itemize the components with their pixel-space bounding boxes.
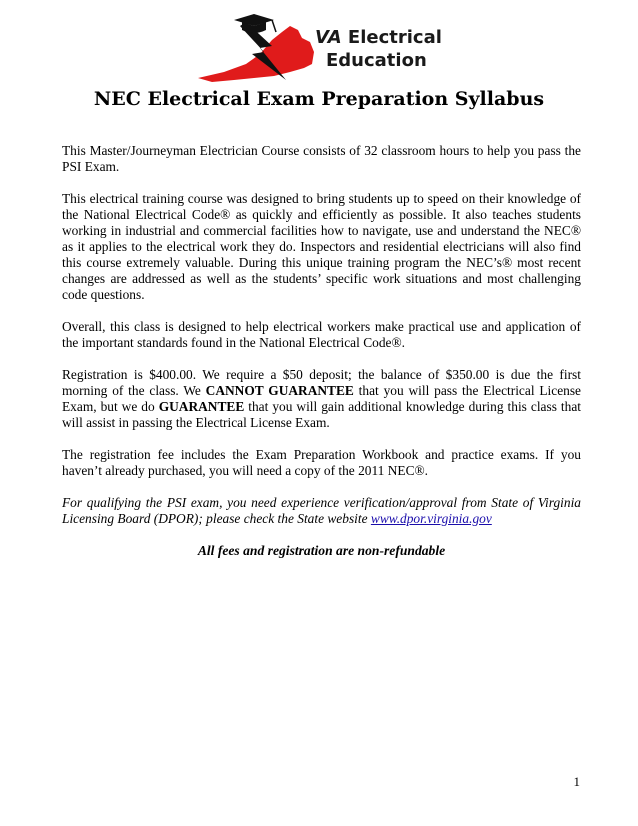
- syllabus-body: [62, 143, 581, 575]
- logo-line-1: [315, 26, 442, 49]
- paragraph-qualifying: [62, 495, 581, 527]
- va-electrical-education-logo: [194, 12, 444, 92]
- paragraph-overall: Overall, this class is designed to help electrical workers make practical use and application of the important standards found in the National Electrical Code®.: [62, 319, 581, 350]
- guarantee-text: GUARANTEE: [158, 399, 245, 414]
- qualifying-text: For qualifying the PSI exam, you need experience verification/approval from State of Virginia Licensing Board (DPOR); please check the State website: [62, 495, 581, 526]
- logo-va: VA: [315, 27, 342, 48]
- paragraph-fees: The registration fee includes the Exam Preparation Workbook and practice exams. If you haven’t already purchased, you will need a copy of the 2011 NEC®.: [62, 447, 581, 478]
- paragraph-intro: This Master/Journeyman Electrician Course consists of 32 classroom hours to help you pass the PSI Exam.: [62, 143, 581, 174]
- dpor-link[interactable]: www.dpor.virginia.gov: [370, 511, 492, 526]
- page-number: 1: [573, 774, 580, 789]
- registration-text-1: Registration is $400.00. We require a $50 deposit; the balance of $350.00 is due the first morning of the class. We: [62, 367, 581, 398]
- virginia-map-icon: [194, 12, 324, 92]
- paragraph-course-description: This electrical training course was designed to bring students up to speed on their knowledge of the National Electrical Code® as quickly and efficiently as possible. It also teaches students working in industrial and commercial facilities how to navigate, use and understand the NEC® as it applies to the electrical work they do. Inspectors and residential electricians will also find this course extremely valuable. During this unique training program the NEC’s® most recent changes are addressed as well as the students’ specific work situations and most challenging code questions.: [62, 191, 581, 302]
- registration-text-3: that you will gain additional knowledge during this class that will assist in passing the Electrical License Exam.: [62, 399, 581, 430]
- non-refundable-notice: All fees and registration are non-refundable: [197, 543, 446, 558]
- page-title: NEC Electrical Exam Preparation Syllabus: [93, 88, 545, 110]
- graduation-cap-icon: [234, 14, 274, 26]
- registration-text-2: that you will pass the Electrical License Exam, but we do: [62, 383, 581, 414]
- paragraph-registration: [62, 367, 581, 431]
- logo-text: [315, 26, 442, 72]
- logo-electrical: Electrical: [341, 27, 442, 48]
- cannot-guarantee-text: CANNOT GUARANTEE: [205, 383, 354, 398]
- logo-line-2: Education: [326, 50, 427, 71]
